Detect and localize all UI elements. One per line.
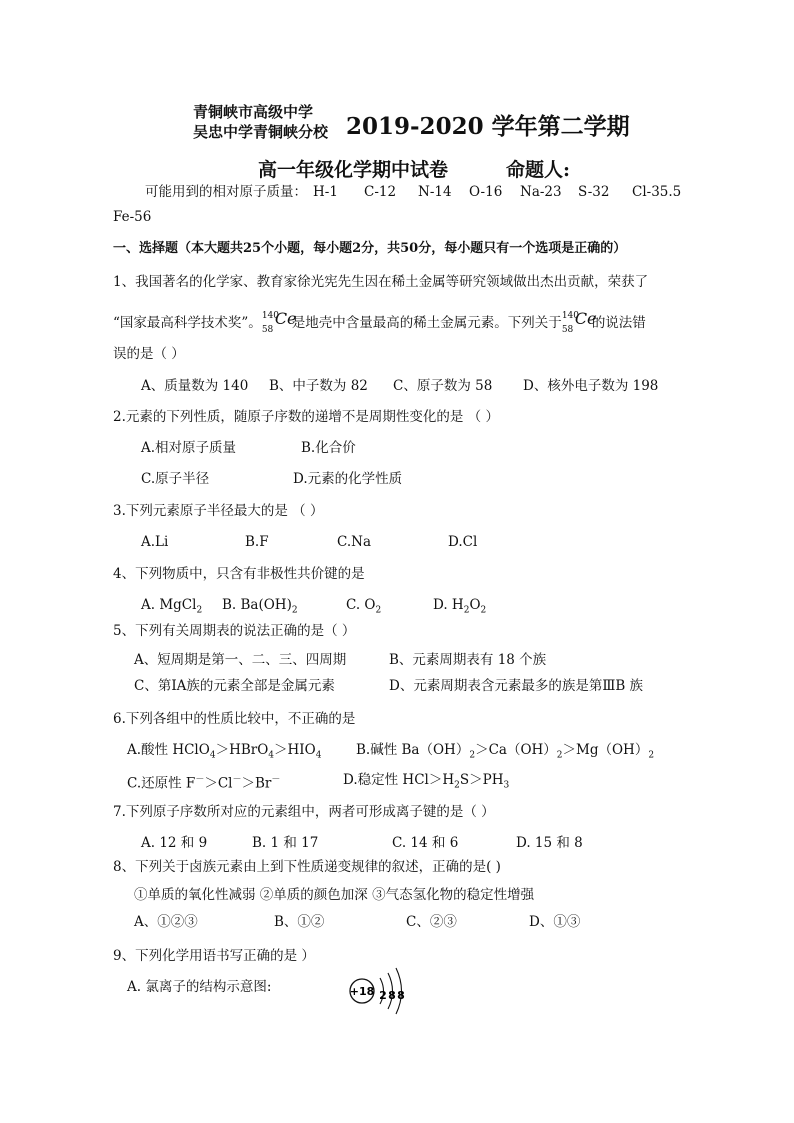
subscript: 2 [463, 605, 470, 616]
superscript: － [195, 775, 205, 785]
q6-option-b [356, 741, 654, 765]
shell-electrons-2: 8 [388, 989, 396, 1002]
q7-option-c: C. 14 和 6 [392, 835, 459, 851]
q7-stem: 7.下列原子序数所对应的元素组中，两者可形成离子键的是（ ） [113, 804, 495, 820]
q4-c-text: C. O [346, 597, 376, 613]
q5-option-d: D、元素周期表含元素最多的族是第ⅢB 族 [389, 678, 644, 694]
subscript: 2 [556, 750, 563, 761]
br-text: Br [255, 775, 272, 792]
nucleus-charge: +18 [349, 985, 375, 998]
q8-option-a: A、①②③ [134, 914, 198, 930]
subscript: 4 [209, 750, 216, 761]
superscript: － [271, 775, 281, 785]
s-text: S＞PH [459, 772, 504, 788]
atomic-mass-fe: Fe-56 [113, 209, 152, 225]
atomic-mass-label: 可能用到的相对原子质量： [145, 184, 307, 200]
isotope-atomic-number: 58 [261, 325, 274, 335]
gt: ＞ [562, 742, 577, 758]
atomic-mass-cl: Cl-35.5 [632, 184, 682, 200]
atomic-mass-n: N-14 [418, 184, 452, 200]
ce-isotope-symbol [261, 309, 297, 335]
q8-option-b: B、①② [274, 914, 325, 930]
school-name-line1: 青铜峡市高级中学 [193, 103, 314, 121]
isotope-element: Ce [274, 309, 297, 328]
gt: ＞ [274, 742, 288, 758]
q1-option-a: A、质量数为 140 [141, 378, 249, 394]
q2-option-b: B.化合价 [301, 440, 356, 456]
hio-text: HIO [287, 742, 316, 758]
ca-text: Ca（OH） [488, 742, 557, 758]
q6-option-a [127, 741, 321, 765]
q6-b-text: B.碱性 Ba（OH） [356, 742, 470, 758]
q1-option-c: C、原子数为 58 [393, 378, 493, 394]
subscript: 2 [469, 750, 476, 761]
q4-option-d [433, 596, 486, 620]
q4-a-text: A. MgCl [141, 597, 197, 613]
q6-a-text: A.酸性 HClO [127, 742, 210, 758]
gt: ＞ [475, 742, 489, 758]
q1-option-b: B、中子数为 82 [269, 378, 368, 394]
section-title: 一、选择题（本大题共25个小题，每小题2分，共50分，每小题只有一个选项是正确的） [113, 241, 627, 256]
exam-title: 高一年级化学期中试卷 [258, 159, 449, 181]
q1-line2 [113, 311, 646, 333]
shell-electrons-1: 2 [379, 989, 387, 1002]
q6-d-text: D.稳定性 HCl＞H [343, 772, 455, 788]
q3-option-a: A.Li [141, 534, 169, 550]
q7-option-b: B. 1 和 17 [252, 835, 319, 851]
q4-b-text: B. Ba(OH) [222, 597, 292, 613]
gt: ＞ [215, 742, 230, 758]
subscript: 2 [196, 605, 203, 616]
q4-d-o: O [469, 597, 481, 613]
q8-option-c: C、②③ [406, 914, 457, 930]
q5-option-b: B、元素周期表有 18 个族 [389, 652, 547, 668]
q1-line3: 误的是（ ） [113, 346, 185, 362]
subscript: 2 [648, 750, 655, 761]
school-name-line2: 吴忠中学青铜峡分校 [193, 123, 329, 141]
superscript: － [232, 775, 242, 785]
q9-stem: 9、下列化学用语书写正确的是 ） [113, 948, 315, 964]
q4-d-text: D. H [433, 597, 464, 613]
q5-stem: 5、下列有关周期表的说法正确的是（ ） [113, 623, 356, 639]
subscript: 2 [454, 780, 460, 791]
q3-option-d: D.Cl [448, 534, 478, 550]
isotope-mass-number: 140 [261, 311, 279, 321]
q8-statements: ①单质的氧化性减弱 ②单质的颜色加深 ③气态氢化物的稳定性增强 [134, 887, 535, 903]
q3-stem: 3.下列元素原子半径最大的是 （ ） [113, 503, 324, 519]
q6-c-text: C.还原性 F [127, 775, 196, 792]
subscript: 3 [503, 780, 510, 791]
q6-stem: 6.下列各组中的性质比较中，不正确的是 [113, 711, 356, 727]
atomic-mass-h: H-1 [313, 184, 338, 200]
q4-option-a [141, 596, 202, 620]
q5-option-a: A、短周期是第一、二、三、四周期 [134, 652, 347, 668]
q1-line2a: “国家最高科学技术奖”。 [113, 315, 262, 331]
author-label: 命题人: [506, 159, 571, 181]
subscript: 2 [291, 605, 298, 616]
gt: ＞ [241, 775, 255, 792]
isotope-mass-number: 140 [561, 311, 579, 321]
q3-option-b: B.F [245, 534, 269, 550]
q2-option-d: D.元素的化学性质 [293, 471, 403, 487]
subscript: 4 [268, 750, 275, 761]
q6-option-c [127, 771, 280, 793]
ce-isotope-symbol-2 [561, 309, 597, 335]
shell-electrons-3: 8 [397, 989, 405, 1002]
q2-stem: 2.元素的下列性质，随原子序数的递增不是周期性变化的是 （ ） [113, 409, 499, 425]
atomic-mass-c: C-12 [364, 184, 397, 200]
q8-stem: 8、下列关于卤族元素由上到下性质递变规律的叙述，正确的是( ) [113, 859, 501, 875]
atomic-mass-s: S-32 [578, 184, 610, 200]
isotope-element: Ce [574, 309, 597, 328]
q8-option-d: D、①③ [529, 914, 581, 930]
mg-text: Mg（OH） [576, 742, 649, 758]
q2-option-a: A.相对原子质量 [141, 440, 237, 456]
q1-line1: 1、我国著名的化学家、教育家徐光宪先生因在稀土金属等研究领域做出杰出贡献，荣获了 [113, 274, 649, 290]
gt: ＞ [204, 775, 218, 792]
subscript: 4 [315, 750, 322, 761]
q7-option-a: A. 12 和 9 [141, 835, 208, 851]
chloride-ion-structure-diagram [346, 963, 416, 1023]
q6-option-d [343, 771, 509, 795]
q2-option-c: C.原子半径 [141, 471, 210, 487]
q1-option-d: D、核外电子数为 198 [523, 378, 659, 394]
q5-option-c: C、第ⅠA族的元素全部是金属元素 [134, 678, 335, 694]
q4-option-b [222, 596, 298, 620]
subscript: 2 [375, 605, 382, 616]
q3-option-c: C.Na [337, 534, 372, 550]
hbro-text: HBrO [229, 742, 269, 758]
atomic-mass-o: O-16 [469, 184, 503, 200]
q7-option-d: D. 15 和 8 [516, 835, 583, 851]
term-title: 2019-2020 学年第二学期 [346, 113, 630, 140]
q1-line2c: 的说法错 [591, 315, 646, 331]
subscript: 2 [480, 605, 487, 616]
isotope-atomic-number: 58 [561, 325, 574, 335]
atomic-mass-na: Na-23 [520, 184, 562, 200]
q9-option-a: A. 氯离子的结构示意图: [127, 979, 272, 995]
cl-text: Cl [217, 775, 233, 792]
q1-line2b: 是地壳中含量最高的稀土金属元素。下列关于 [291, 315, 562, 331]
q4-option-c [346, 596, 381, 620]
q4-stem: 4、下列物质中，只含有非极性共价键的是 [113, 566, 365, 582]
